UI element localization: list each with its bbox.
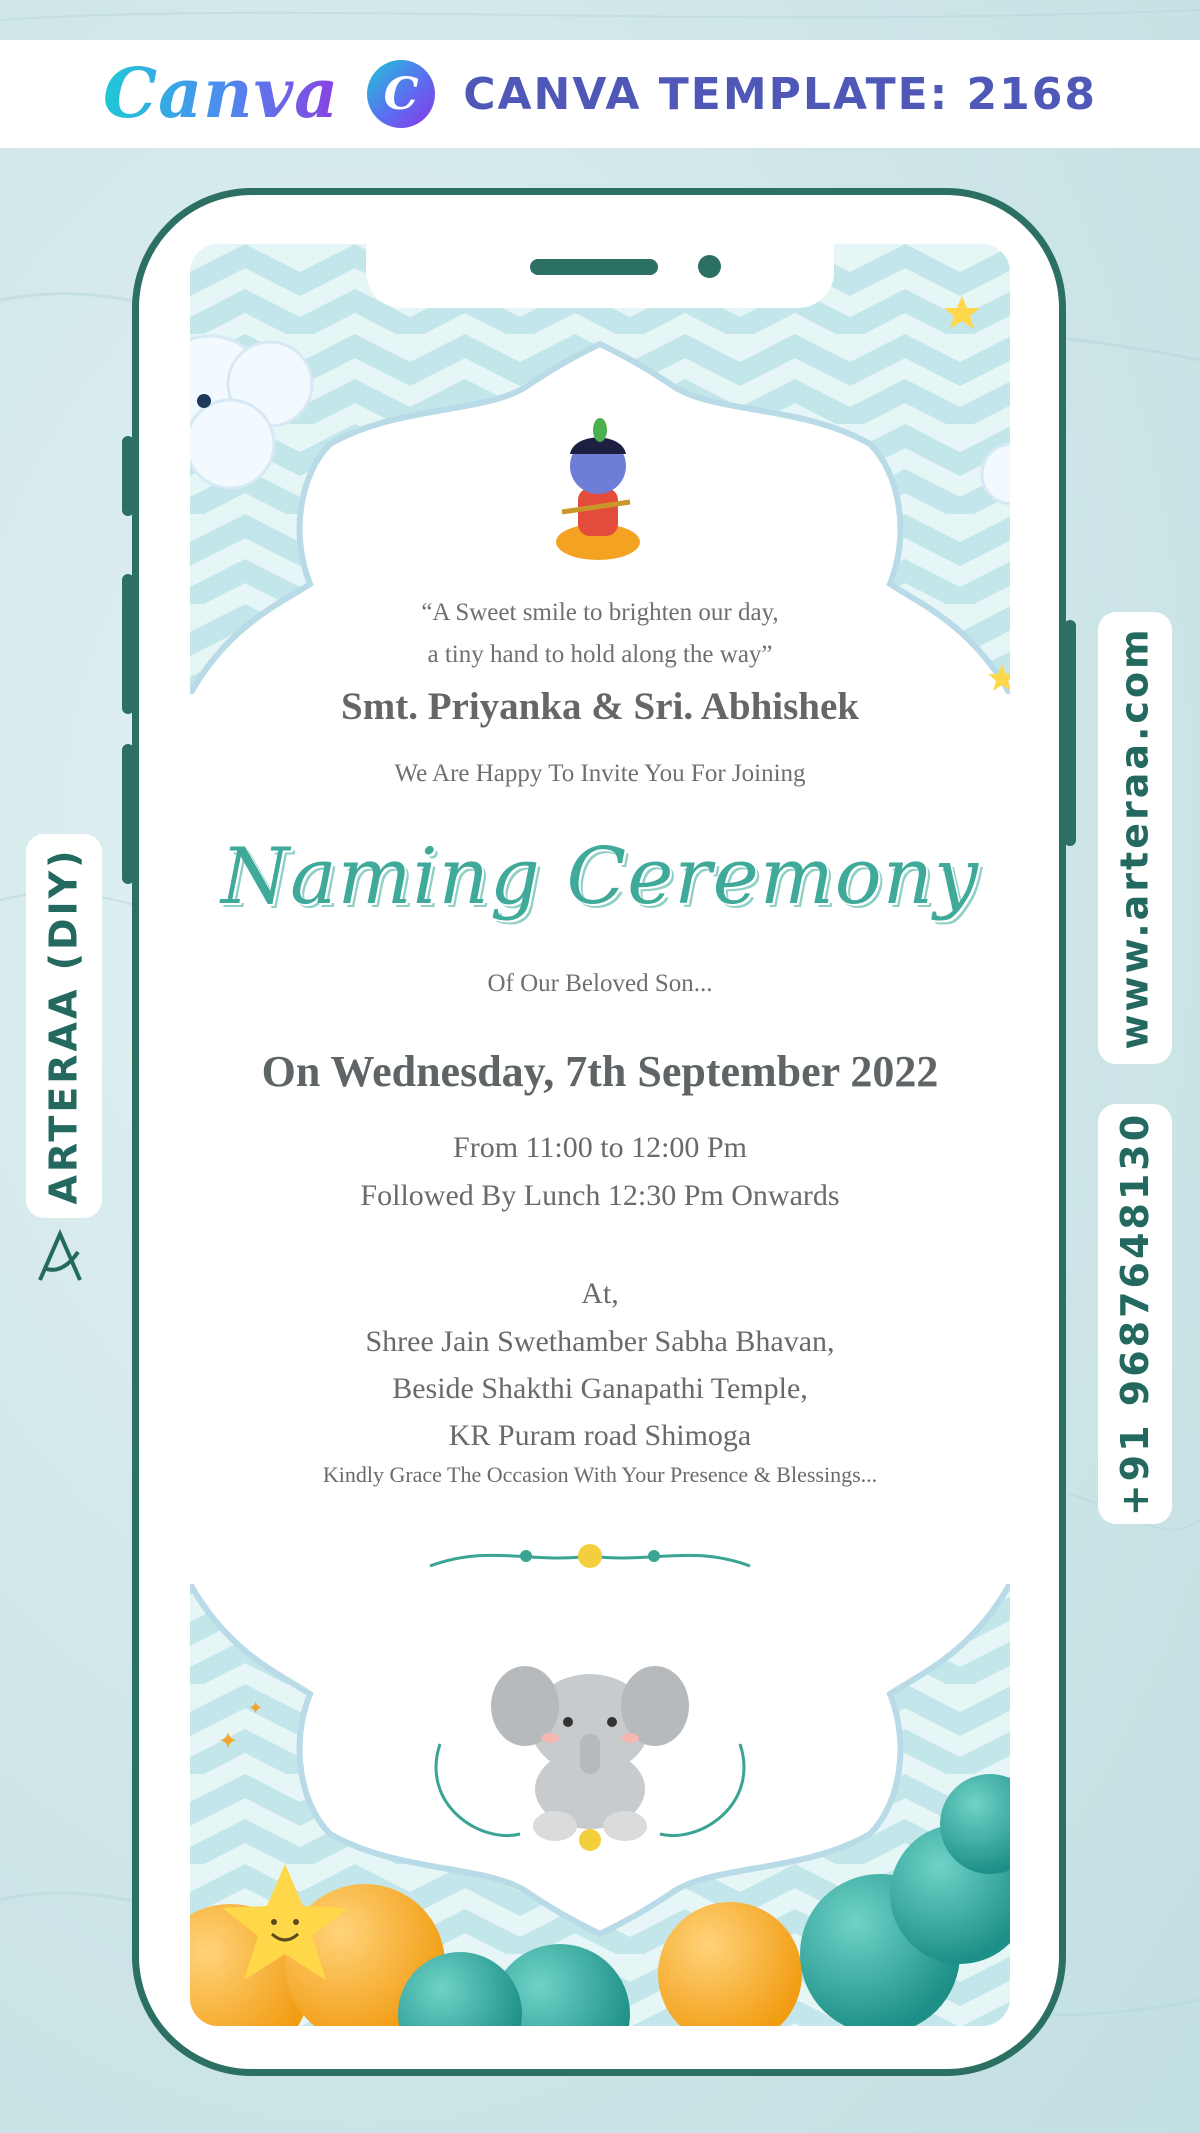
venue-at: At, xyxy=(581,1277,619,1310)
grace-line: Kindly Grace The Occasion With Your Presence & Blessings... xyxy=(322,1462,878,1487)
template-label: CANVA TEMPLATE: 2168 xyxy=(463,68,1098,120)
venue-line-1: Shree Jain Swethamber Sabha Bhavan, xyxy=(365,1325,835,1358)
phone-label: +91 9687648130 xyxy=(1113,1111,1158,1517)
phone-camera xyxy=(698,255,721,278)
phone-pill xyxy=(1098,1104,1172,1524)
volume-button-2 xyxy=(122,574,134,714)
brand-pill xyxy=(26,834,102,1218)
invite-line: We Are Happy To Invite You For Joining xyxy=(394,760,806,787)
event-date: On Wednesday, 7th September 2022 xyxy=(261,1047,939,1096)
canva-badge-icon: C xyxy=(367,60,435,128)
quote-line-2: a tiny hand to hold along the way” xyxy=(427,641,773,668)
event-time: From 11:00 to 12:00 Pm xyxy=(453,1131,747,1164)
volume-button-1 xyxy=(122,436,134,516)
canva-logo: Canva xyxy=(102,54,340,134)
volume-button-3 xyxy=(122,744,134,884)
venue-line-2: Beside Shakthi Ganapathi Temple, xyxy=(392,1372,808,1405)
quote-line-1: “A Sweet smile to brighten our day, xyxy=(421,599,779,626)
sparkle-icon: ✦ xyxy=(248,1698,264,1718)
website-pill xyxy=(1098,612,1172,1064)
power-button xyxy=(1064,620,1076,846)
venue-line-3: KR Puram road Shimoga xyxy=(448,1419,752,1452)
ceremony-title: Naming Ceremony xyxy=(220,832,980,922)
sparkle-icon: ✦ xyxy=(218,1729,239,1755)
phone-speaker xyxy=(530,259,658,275)
parents-names: Smt. Priyanka & Sri. Abhishek xyxy=(341,685,859,728)
brand-label: ARTERAA (DIY) xyxy=(42,847,86,1205)
website-label: www.arteraa.com xyxy=(1113,626,1157,1050)
lunch-time: Followed By Lunch 12:30 Pm Onwards xyxy=(360,1179,840,1212)
arteraa-logo-icon xyxy=(32,1228,90,1288)
template-banner xyxy=(0,40,1200,148)
beloved-line: Of Our Beloved Son... xyxy=(487,970,713,997)
